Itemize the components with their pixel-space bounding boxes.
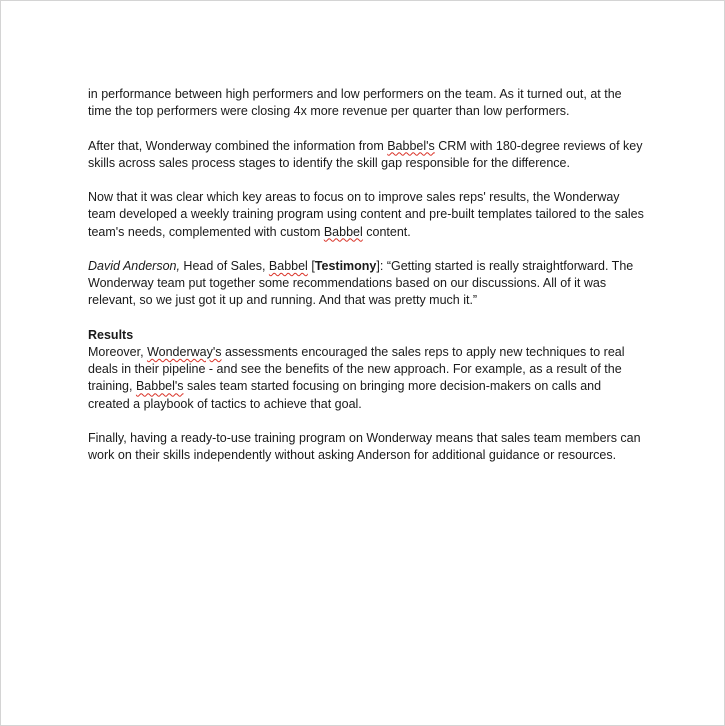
paragraph-text: CRM with 180-degree reviews of key skills across sales process stages to identify the skill gap responsible for the difference.	[88, 138, 643, 170]
spellcheck-flagged-word[interactable]: Babbel's	[387, 138, 435, 153]
spellcheck-flagged-word[interactable]: Wonderway's	[147, 344, 222, 359]
paragraph-conclusion	[88, 430, 644, 464]
paragraph-crm-combination	[88, 138, 644, 172]
spellcheck-flagged-word[interactable]: Babbel's	[135, 379, 184, 394]
paragraph-text: Finally, having a ready-to-use training program on Wonderway means that sales team members can work on their skills independently without asking Anderson for additional guidance or resources.	[88, 430, 641, 463]
testimony-tag: Testimony	[314, 258, 377, 273]
testimony-author-role: Head of Sales,	[179, 258, 269, 273]
paragraph-text: assessments encouraged the sales reps to apply new techniques to real deals in their pipeline - and see the benefits of the new approach. For example, as a result of the training,	[88, 344, 625, 394]
paragraph-performance-gap	[88, 86, 644, 120]
paragraph-text: content.	[362, 224, 411, 239]
paragraph-text: Now that it was clear which key areas to focus on to improve sales reps' results, the Wonderway team developed a weekly training program using content and pre-built templates tailored to the sales team's needs, complemented with custom	[88, 190, 644, 239]
bracket-open: [	[307, 258, 315, 273]
paragraph-testimony	[88, 258, 644, 310]
document-body[interactable]	[88, 86, 644, 482]
paragraph-text: After that, Wonderway combined the information from	[88, 138, 388, 153]
testimony-author-name: David Anderson,	[88, 258, 180, 273]
spellcheck-flagged-word[interactable]: Babbel	[323, 224, 363, 239]
paragraph-text: Moreover,	[88, 344, 148, 359]
testimony-quote: : “Getting started is really straightforward. The Wonderway team put together some recommendations based on our discussions. All of it was relevant, so we just got it up and running. And that was pretty much it.”	[88, 258, 634, 308]
paragraph-results	[88, 344, 644, 413]
bracket-close: ]	[376, 258, 380, 273]
paragraph-training-program	[88, 189, 644, 241]
paragraph-text: sales team started focusing on bringing more decision-makers on calls and created a playbook of tactics to achieve that goal.	[88, 379, 602, 411]
spellcheck-flagged-word[interactable]: Babbel	[268, 258, 308, 273]
paragraph-text: in performance between high performers and low performers on the team. As it turned out, at the time the top performers were closing 4x more revenue per quarter than low performers.	[88, 87, 622, 119]
results-heading: Results	[88, 327, 134, 342]
